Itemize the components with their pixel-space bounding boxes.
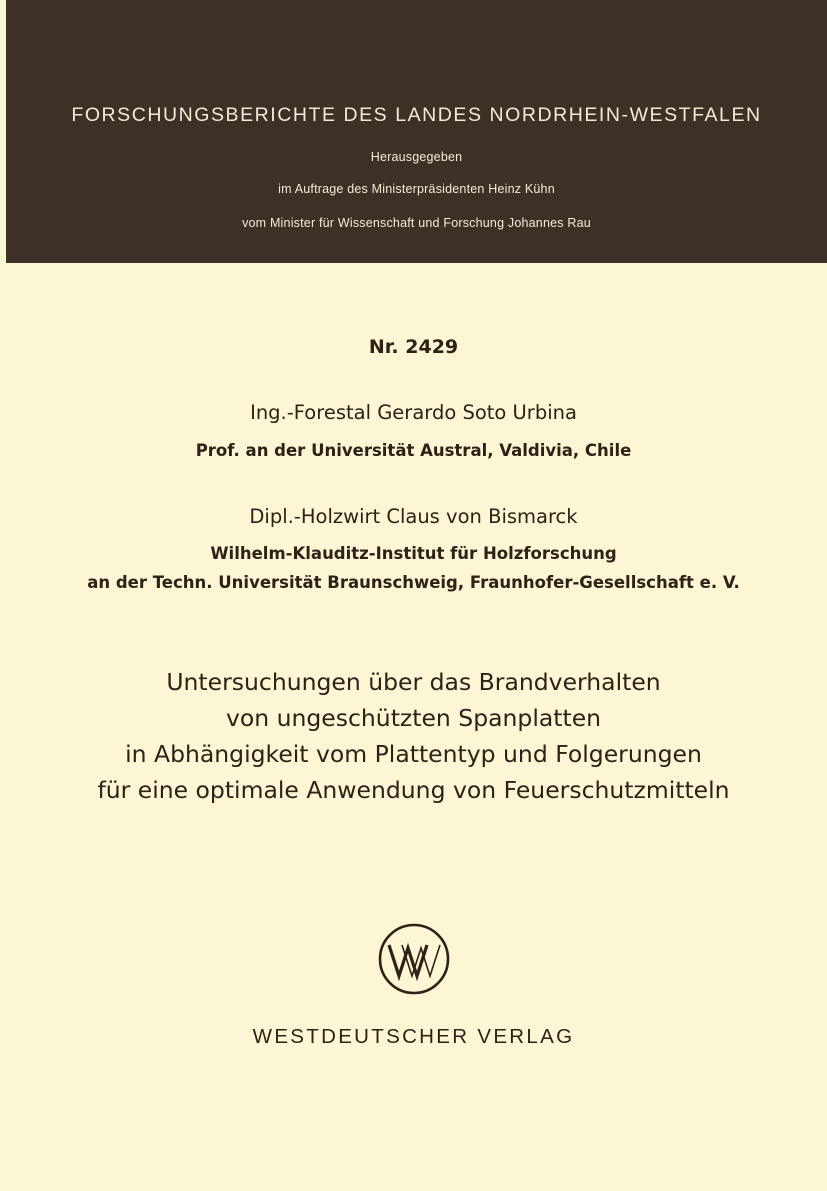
title-line-3: in Abhängigkeit vom Plattentyp und Folgerungen <box>125 740 702 768</box>
title-line-1: Untersuchungen über das Brandverhalten <box>166 668 661 696</box>
minister-line: vom Minister für Wissenschaft und Forschung Johannes Rau <box>242 216 591 230</box>
author-name-2: Dipl.-Holzwirt Claus von Bismarck <box>249 505 578 528</box>
commission-line: im Auftrage des Ministerpräsidenten Heinz Kühn <box>278 182 555 196</box>
series-title: FORSCHUNGSBERICHTE DES LANDES NORDRHEIN-WESTFALEN <box>71 104 762 126</box>
author-name-1: Ing.-Forestal Gerardo Soto Urbina <box>250 401 577 424</box>
editor-line: Herausgegeben <box>370 150 463 164</box>
publisher-name: WESTDEUTSCHER VERLAG <box>252 1025 575 1048</box>
report-number: Nr. 2429 <box>368 336 459 358</box>
author-affiliation-1: Prof. an der Universität Austral, Valdivia, Chile <box>195 441 632 460</box>
author-affiliation-2-line-2: an der Techn. Universität Braunschweig, Fraunhofer-Gesellschaft e. V. <box>87 573 740 592</box>
author-affiliation-2-line-1: Wilhelm-Klauditz-Institut für Holzforschung <box>210 544 617 563</box>
title-line-4: für eine optimale Anwendung von Feuerschutzmitteln <box>97 776 730 804</box>
series-header <box>6 0 827 263</box>
title-line-2: von ungeschützten Spanplatten <box>225 704 602 732</box>
ww-publisher-logo-icon <box>378 923 450 995</box>
book-title <box>0 664 827 808</box>
